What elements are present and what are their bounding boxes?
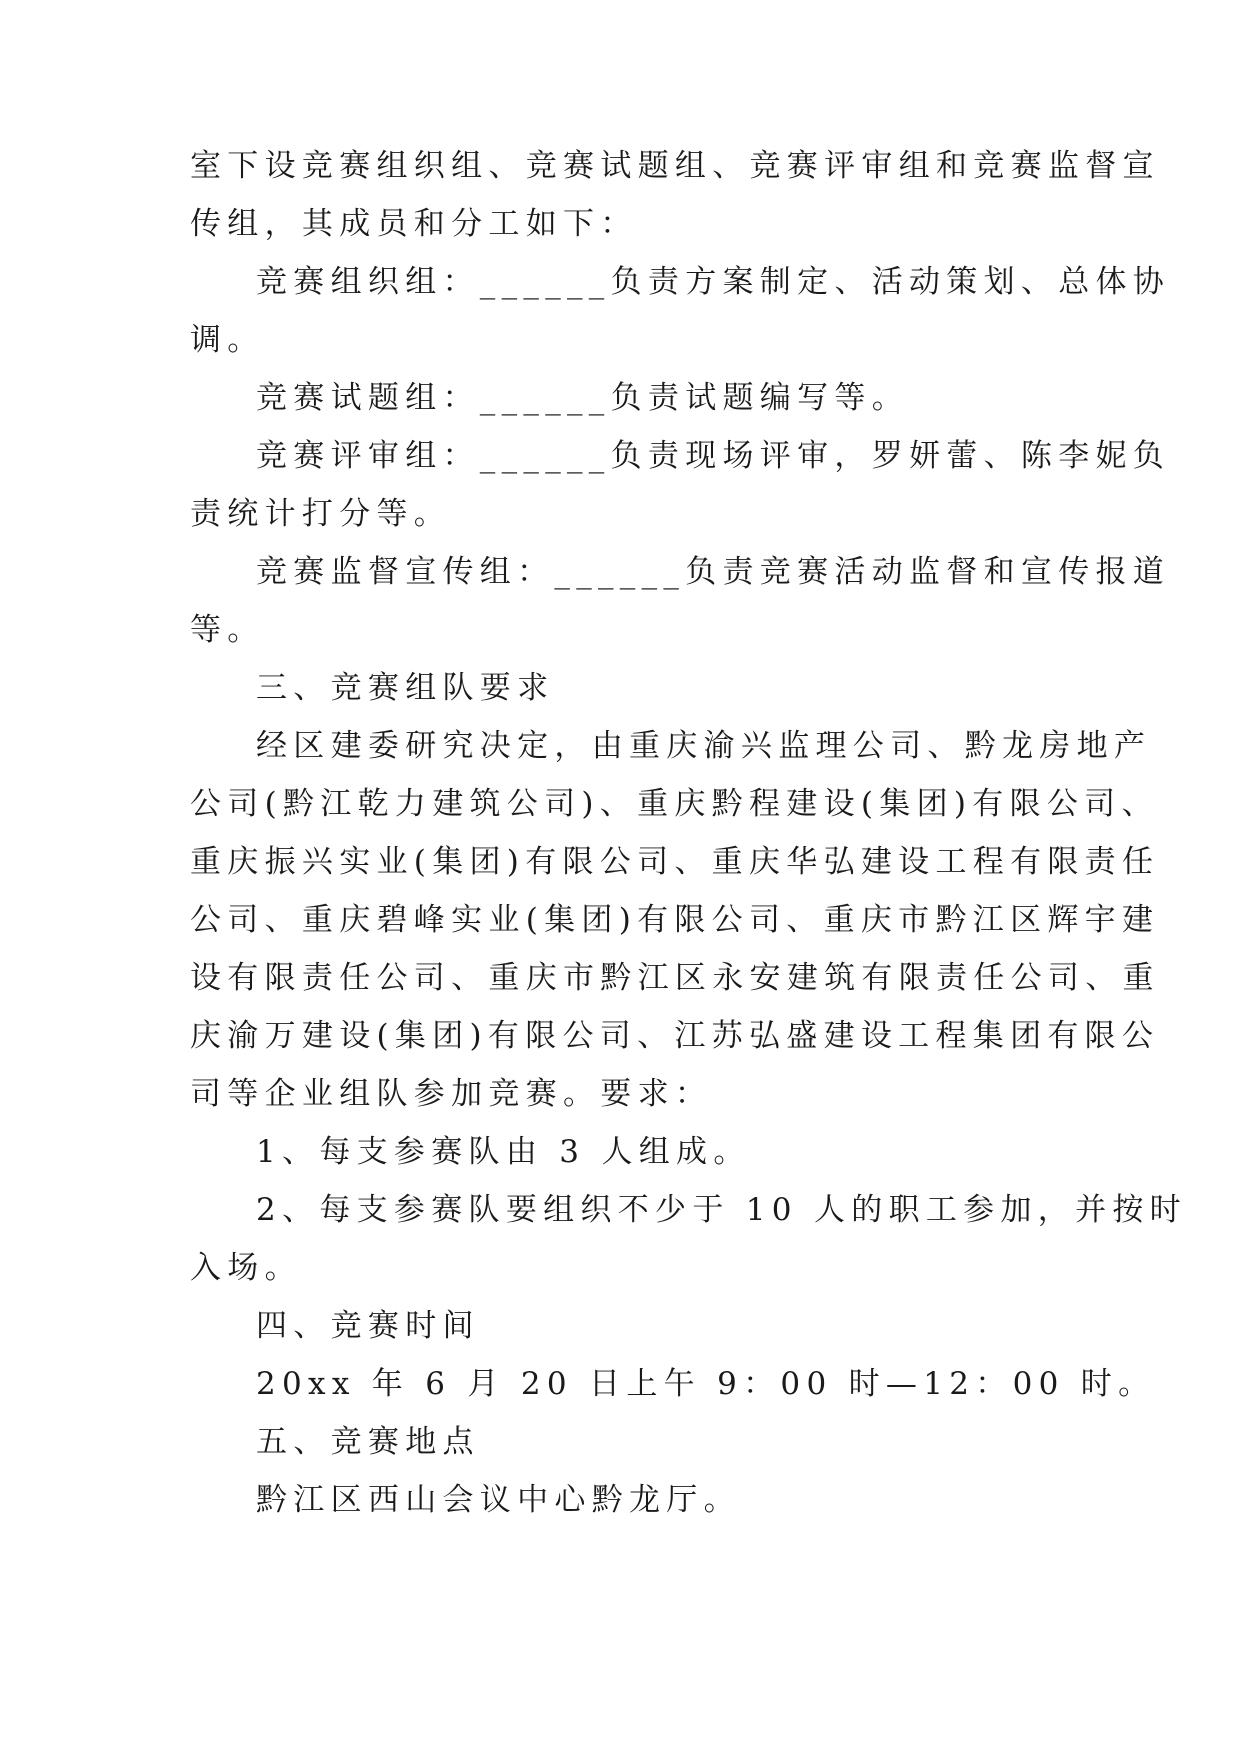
section-heading: 五、竞赛地点 <box>256 1424 480 1460</box>
text-line: 20xx 年 6 月 20 日上午 9：00 时—12：00 时。 <box>256 1366 1156 1402</box>
list-item: 2、每支参赛队要组织不少于 10 人的职工参加，并按时 <box>256 1192 1187 1228</box>
text-line: 竞赛组织组：______负责方案制定、活动策划、总体协 <box>256 264 1171 300</box>
text-line: 设有限责任公司、重庆市黔江区永安建筑有限责任公司、重 <box>190 960 1160 996</box>
section-heading: 四、竞赛时间 <box>256 1308 480 1344</box>
text-line: 经区建委研究决定，由重庆渝兴监理公司、黔龙房地产 <box>256 728 1152 764</box>
text-line: 入场。 <box>190 1250 302 1286</box>
text-line: 重庆振兴实业(集团)有限公司、重庆华弘建设工程有限责任 <box>190 844 1160 880</box>
text-line: 传组，其成员和分工如下： <box>190 206 638 242</box>
text-line: 竞赛监督宣传组：______负责竞赛活动监督和宣传报道 <box>256 554 1171 590</box>
section-heading: 三、竞赛组队要求 <box>256 670 555 706</box>
text-line: 公司(黔江乾力建筑公司)、重庆黔程建设(集团)有限公司、 <box>190 786 1159 822</box>
text-line: 等。 <box>190 612 265 648</box>
text-line: 公司、重庆碧峰实业(集团)有限公司、重庆市黔江区辉宇建 <box>190 902 1160 938</box>
text-line: 调。 <box>190 322 265 358</box>
text-line: 竞赛评审组：______负责现场评审，罗妍蕾、陈李妮负 <box>256 438 1171 474</box>
list-item: 1、每支参赛队由 3 人组成。 <box>256 1134 751 1170</box>
text-line: 室下设竞赛组织组、竞赛试题组、竞赛评审组和竞赛监督宣 <box>190 148 1160 184</box>
text-line: 竞赛试题组：______负责试题编写等。 <box>256 380 909 416</box>
text-line: 责统计打分等。 <box>190 496 452 532</box>
text-line: 司等企业组队参加竞赛。要求： <box>190 1076 713 1112</box>
text-line: 庆渝万建设(集团)有限公司、江苏弘盛建设工程集团有限公 <box>190 1018 1160 1054</box>
text-line: 黔江区西山会议中心黔龙厅。 <box>256 1482 741 1518</box>
